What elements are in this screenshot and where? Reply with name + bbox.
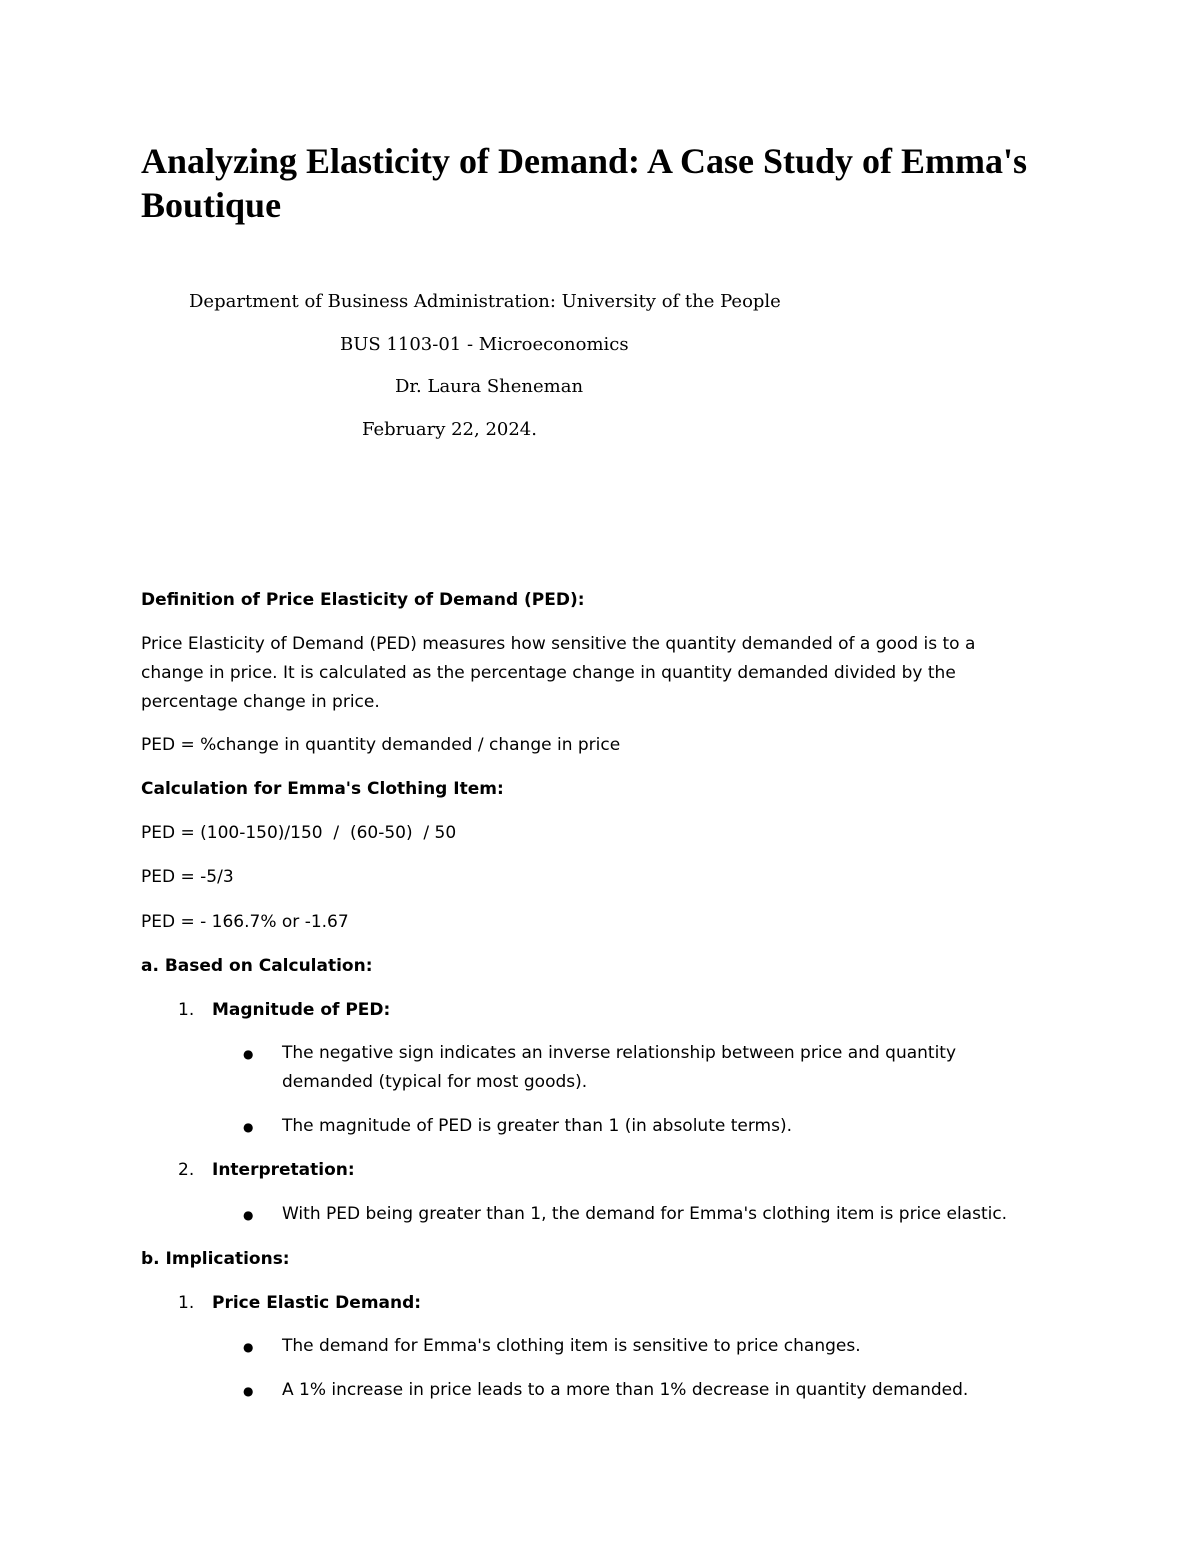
- list-item: [282, 1376, 968, 1405]
- list-item: [282, 1332, 861, 1361]
- list-item-label: Interpretation:: [212, 1160, 355, 1180]
- calculation-step: PED = -5/3: [141, 867, 234, 887]
- document-title: Analyzing Elasticity of Demand: A Case Study of Emma's Boutique: [141, 141, 1028, 225]
- course-line: BUS 1103-01 - Microeconomics: [340, 334, 629, 355]
- bullet-icon: ●: [243, 1384, 254, 1398]
- instructor-line: Dr. Laura Sheneman: [395, 376, 584, 397]
- bullet-line: A 1% increase in price leads to a more than 1% decrease in quantity demanded.: [282, 1380, 969, 1400]
- section-b-heading: b. Implications:: [141, 1249, 290, 1269]
- bullet-line: The negative sign indicates an inverse relationship between price and quantity: [282, 1043, 957, 1063]
- bullet-line: With PED being greater than 1, the demand for Emma's clothing item is price elastic.: [282, 1204, 1008, 1224]
- date-line: February 22, 2024.: [362, 419, 537, 440]
- definition-line: change in price. It is calculated as the percentage change in quantity demanded divided by the: [141, 663, 956, 683]
- list-item-label: Magnitude of PED:: [212, 1000, 391, 1020]
- bullet-line: The demand for Emma's clothing item is sensitive to price changes.: [282, 1336, 861, 1356]
- bullet-line: demanded (typical for most goods).: [282, 1072, 588, 1092]
- calculation-heading: Calculation for Emma's Clothing Item:: [141, 779, 504, 799]
- definition-paragraph: [141, 630, 1041, 717]
- bullet-icon: ●: [243, 1120, 254, 1134]
- definition-heading: Definition of Price Elasticity of Demand (PED):: [141, 590, 585, 610]
- bullet-line: The magnitude of PED is greater than 1 (in absolute terms).: [282, 1116, 792, 1136]
- list-item-label: Price Elastic Demand:: [212, 1293, 422, 1313]
- definition-line: Price Elasticity of Demand (PED) measures how sensitive the quantity demanded of a good is to a: [141, 634, 976, 654]
- calculation-step: PED = (100-150)/150 / (60-50) / 50: [141, 823, 457, 843]
- list-item: [282, 1039, 956, 1097]
- bullet-icon: ●: [243, 1208, 254, 1222]
- bullet-icon: ●: [243, 1047, 254, 1061]
- department-line: Department of Business Administration: University of the People: [189, 291, 781, 312]
- list-number: 2.: [178, 1160, 195, 1180]
- list-number: 1.: [178, 1000, 195, 1020]
- list-item: [282, 1200, 1007, 1229]
- definition-line: percentage change in price.: [141, 692, 380, 712]
- bullet-icon: ●: [243, 1340, 254, 1354]
- ped-formula: PED = %change in quantity demanded / change in price: [141, 735, 621, 755]
- list-number: 1.: [178, 1293, 195, 1313]
- list-item: [282, 1112, 792, 1141]
- section-a-heading: a. Based on Calculation:: [141, 956, 373, 976]
- calculation-step: PED = - 166.7% or -1.67: [141, 912, 349, 932]
